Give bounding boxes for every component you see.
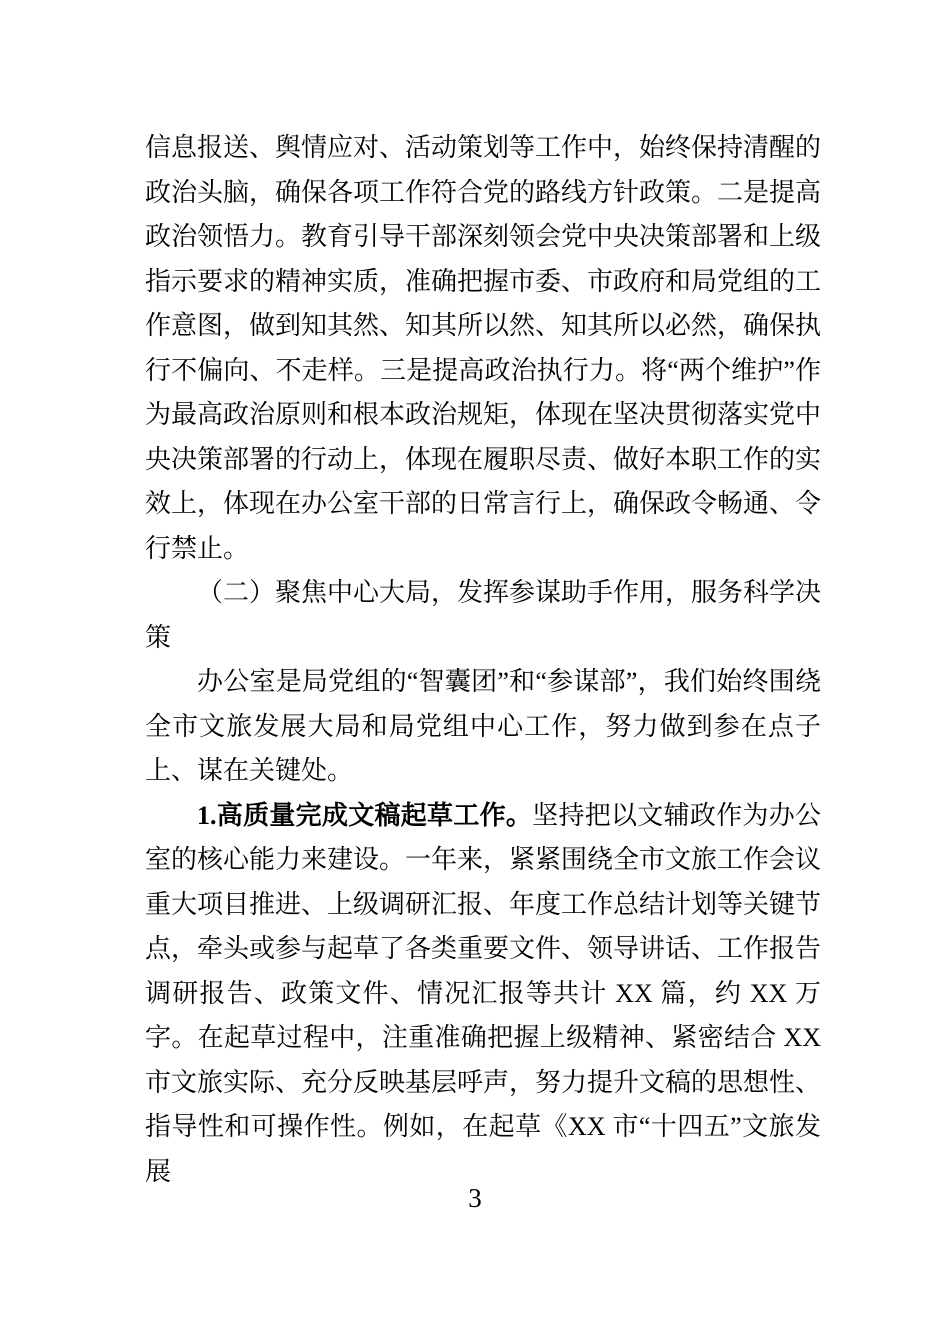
document-text-block [145, 126, 821, 1194]
paragraph [145, 126, 821, 571]
section-heading [145, 571, 821, 660]
text-run-regular: 办公室是局党组的“智囊团”和“参谋部”，我们始终围绕全市文旅发展大局和局党组中心工作，努力做到参在点子上、谋在关键处。 [145, 667, 821, 785]
text-run-regular: 坚持把以文辅政作为办公室的核心能力来建设。一年来，紧紧围绕全市文旅工作会议重大项目推进、上级调研汇报、年度工作总结计划等关键节点，牵头或参与起草了各类重要文件、领导讲话、工作报告调研报告、政策文件、情况汇报等共计 XX 篇，约 XX 万字。在起草过程中，注重准确把握上级精神、紧密结合 XX 市文旅实际、充分反映基层呼声，努力提升文稿的思想性、指导性和可操作性。例如，在起草《XX 市“十四五”文旅发展 [145, 800, 822, 1186]
text-run-kaiti-heading: （二）聚焦中心大局，发挥参谋助手作用，服务科学决策 [145, 578, 822, 652]
text-run-regular: 信息报送、舆情应对、活动策划等工作中，始终保持清醒的政治头脑，确保各项工作符合党的路线方针政策。二是提高政治领悟力。教育引导干部深刻领会党中央决策部署和上级指示要求的精神实质，准确把握市委、市政府和局党组的工作意图，做到知其然、知其所以然、知其所以必然，确保执行不偏向、不走样。三是提高政治执行力。将“两个维护”作为最高政治原则和根本政治规矩，体现在坚决贯彻落实党中央决策部署的行动上，体现在履职尽责、做好本职工作的实效上，体现在办公室干部的日常言行上，确保政令畅通、令行禁止。 [145, 133, 822, 563]
paragraph [145, 794, 821, 1195]
page-number: 3 [468, 1183, 482, 1213]
text-run-bold-lead: 1.高质量完成文稿起草工作。 [197, 800, 533, 830]
paragraph [145, 660, 821, 794]
